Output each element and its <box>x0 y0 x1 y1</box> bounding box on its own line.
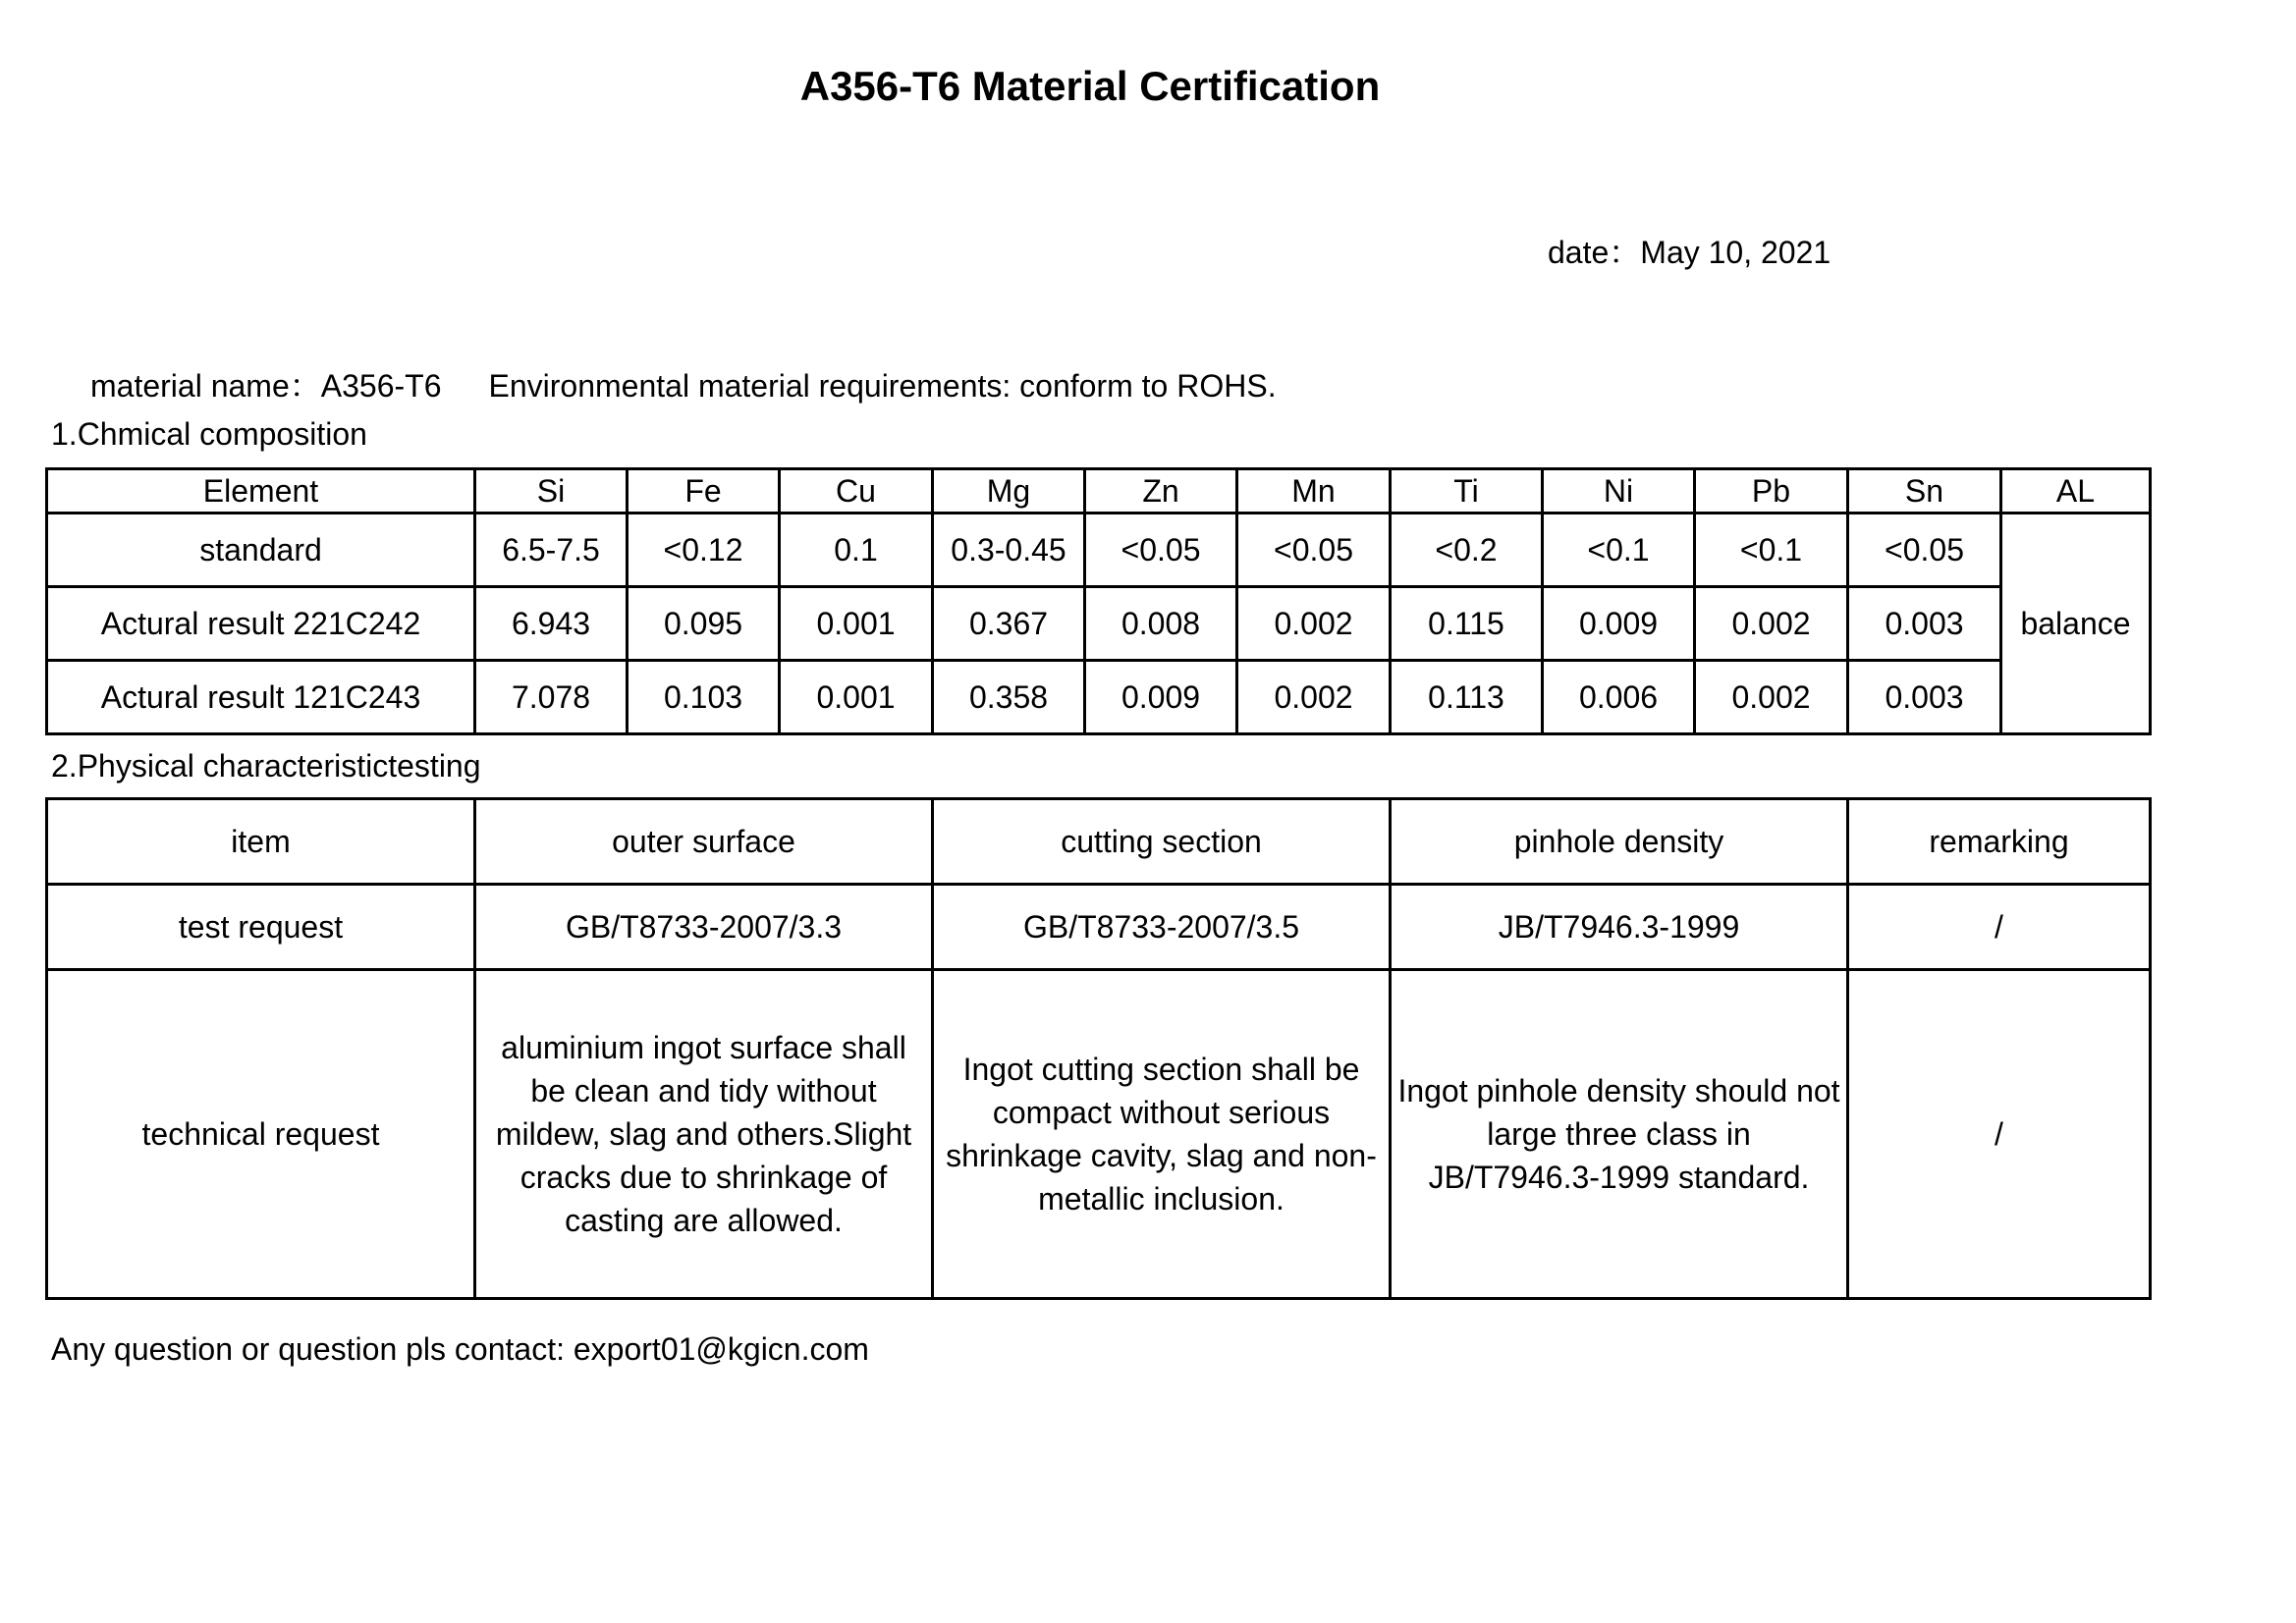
table-cell: 0.1 <box>780 514 933 587</box>
table-cell: 0.003 <box>1848 661 2001 734</box>
table-cell: 0.002 <box>1695 587 1848 661</box>
table-cell: 6.943 <box>475 587 628 661</box>
table-cell: GB/T8733-2007/3.3 <box>475 885 933 970</box>
table-cell: 7.078 <box>475 661 628 734</box>
header-cell: Fe <box>628 469 780 514</box>
document-title: A356-T6 Material Certification <box>799 63 1381 109</box>
table-row <box>47 970 2151 1299</box>
row-label: Actural result 221C242 <box>47 587 475 661</box>
physical-characteristics-table <box>45 797 2152 1300</box>
certification-date: date：May 10, 2021 <box>1548 235 1831 270</box>
table-cell: 0.3-0.45 <box>933 514 1085 587</box>
table-cell: 0.002 <box>1237 587 1391 661</box>
table-cell: 0.002 <box>1695 661 1848 734</box>
physical-header-row <box>47 799 2151 885</box>
header-cell: Zn <box>1085 469 1237 514</box>
table-cell: 0.367 <box>933 587 1085 661</box>
table-cell: 0.006 <box>1543 661 1695 734</box>
table-cell: <0.05 <box>1085 514 1237 587</box>
header-cell: Pb <box>1695 469 1848 514</box>
table-cell: 0.115 <box>1391 587 1543 661</box>
row-label: technical request <box>47 970 475 1299</box>
table-cell: 0.001 <box>780 587 933 661</box>
table-cell: 0.001 <box>780 661 933 734</box>
header-cell: pinhole density <box>1391 799 1848 885</box>
table-cell: <0.1 <box>1543 514 1695 587</box>
table-cell: / <box>1848 885 2151 970</box>
table-cell: 0.358 <box>933 661 1085 734</box>
header-cell: Mn <box>1237 469 1391 514</box>
header-cell: remarking <box>1848 799 2151 885</box>
table-cell: 0.095 <box>628 587 780 661</box>
table-cell: / <box>1848 970 2151 1299</box>
table-cell: 0.003 <box>1848 587 2001 661</box>
table-cell: 0.103 <box>628 661 780 734</box>
table-cell: 0.009 <box>1543 587 1695 661</box>
table-cell: 0.002 <box>1237 661 1391 734</box>
table-row <box>47 885 2151 970</box>
table-cell: Ingot pinhole density should not large three class in JB/T7946.3-1999 standard. <box>1391 970 1848 1299</box>
table-cell: 0.113 <box>1391 661 1543 734</box>
table-cell: <0.1 <box>1695 514 1848 587</box>
table-row <box>47 587 2151 661</box>
header-cell: Sn <box>1848 469 2001 514</box>
header-cell: Mg <box>933 469 1085 514</box>
section-chemical-title: 1.Chmical composition <box>51 416 367 452</box>
header-cell: Ti <box>1391 469 1543 514</box>
row-label: standard <box>47 514 475 587</box>
table-cell: Ingot cutting section shall be compact without serious shrinkage cavity, slag and non-metallic inclusion. <box>933 970 1391 1299</box>
row-label: Actural result 121C243 <box>47 661 475 734</box>
row-label: test request <box>47 885 475 970</box>
table-cell: <0.05 <box>1237 514 1391 587</box>
table-cell: <0.2 <box>1391 514 1543 587</box>
section-physical-title: 2.Physical characteristictesting <box>51 748 481 784</box>
environmental-requirements: Environmental material requirements: conform to ROHS. <box>488 368 1277 404</box>
contact-line: Any question or question pls contact: export01@kgicn.com <box>51 1331 869 1367</box>
header-cell: Element <box>47 469 475 514</box>
table-cell: 6.5-7.5 <box>475 514 628 587</box>
table-cell: 0.008 <box>1085 587 1237 661</box>
header-cell: cutting section <box>933 799 1391 885</box>
header-cell: outer surface <box>475 799 933 885</box>
header-cell: AL <box>2001 469 2151 514</box>
material-name: material name：A356-T6 <box>90 368 442 404</box>
table-cell: GB/T8733-2007/3.5 <box>933 885 1391 970</box>
header-cell: item <box>47 799 475 885</box>
table-cell: aluminium ingot surface shall be clean and tidy without mildew, slag and others.Slight cracks due to shrinkage of casting are allowed. <box>475 970 933 1299</box>
table-row <box>47 661 2151 734</box>
al-balance-cell: balance <box>2001 514 2151 734</box>
table-cell: 0.009 <box>1085 661 1237 734</box>
header-cell: Cu <box>780 469 933 514</box>
header-cell: Ni <box>1543 469 1695 514</box>
table-cell: <0.12 <box>628 514 780 587</box>
material-info-line <box>90 361 1277 406</box>
chemical-header-row <box>47 469 2151 514</box>
table-row <box>47 514 2151 587</box>
table-cell: JB/T7946.3-1999 <box>1391 885 1848 970</box>
chemical-composition-table <box>45 467 2152 735</box>
header-cell: Si <box>475 469 628 514</box>
table-cell: <0.05 <box>1848 514 2001 587</box>
